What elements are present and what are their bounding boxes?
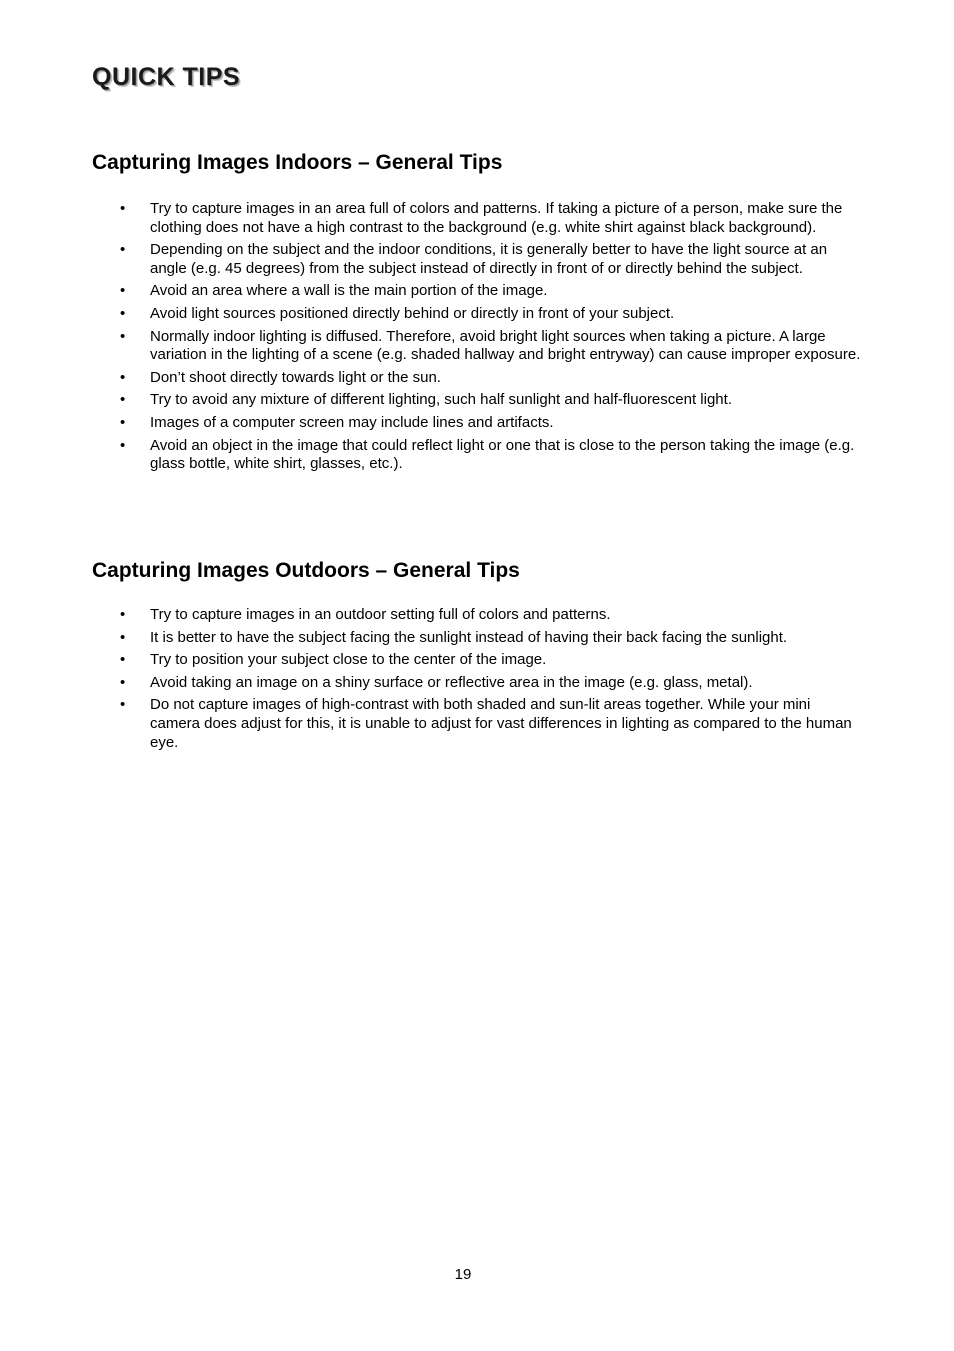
bullet-icon: • xyxy=(120,673,126,691)
tip-text: It is better to have the subject facing the sunlight instead of having their back facing the sunlight. xyxy=(150,628,788,646)
list-item xyxy=(0,282,954,301)
tip-text: Try to position your subject close to the center of the image. xyxy=(150,651,547,669)
list-item xyxy=(0,437,954,474)
tip-text: Depending on the subject and the indoor conditions, it is generally better to have the light source at an angle (e.g. 45 degrees) from the subject instead of directly in front of or directly behind the subject. xyxy=(150,241,828,277)
tip-text: Avoid an area where a wall is the main portion of the image. xyxy=(150,282,548,300)
outdoor-tips-list xyxy=(0,606,954,756)
list-item xyxy=(0,674,954,693)
bullet-icon: • xyxy=(120,696,126,714)
bullet-icon: • xyxy=(120,628,126,646)
tip-text: Avoid taking an image on a shiny surface or reflective area in the image (e.g. glass, metal). xyxy=(150,673,753,691)
tip-text: Try to capture images in an outdoor setting full of colors and patterns. xyxy=(150,606,611,623)
list-item xyxy=(0,241,954,278)
list-item xyxy=(0,606,954,625)
section-heading-outdoors: Capturing Images Outdoors – General Tips xyxy=(92,559,520,582)
tip-text: Avoid an object in the image that could reflect light or one that is close to the person taking the image (e.g. glass bottle, white shirt, glasses, etc.). xyxy=(150,436,855,473)
bullet-icon: • xyxy=(120,413,126,431)
tip-text: Normally indoor lighting is diffused. Therefore, avoid bright light sources when taking a picture. A large variation in the lighting of a scene (e.g. shaded hallway and bright entryway) can cause improper exposure. xyxy=(150,327,861,364)
page-number: 19 xyxy=(454,1266,472,1283)
list-item xyxy=(0,651,954,670)
list-item xyxy=(0,328,954,365)
bullet-icon: • xyxy=(120,651,126,669)
list-item xyxy=(0,696,954,752)
bullet-icon: • xyxy=(120,368,126,386)
bullet-icon: • xyxy=(120,327,126,345)
tip-text: Don’t shoot directly towards light or the sun. xyxy=(150,368,441,386)
list-item xyxy=(0,305,954,324)
tip-text: Try to avoid any mixture of different lighting, such half sunlight and half-fluorescent light. xyxy=(150,391,732,409)
bullet-icon: • xyxy=(120,391,126,409)
bullet-icon: • xyxy=(120,436,126,454)
list-item xyxy=(0,369,954,388)
bullet-icon: • xyxy=(120,304,126,322)
tip-text: Do not capture images of high-contrast with both shaded and sun-lit areas together. While your mini camera does adjust for this, it is unable to adjust for vast differences in lighting as compared to the human eye. xyxy=(150,696,852,751)
bullet-icon: • xyxy=(120,606,126,623)
bullet-icon: • xyxy=(120,200,126,217)
list-item xyxy=(0,629,954,648)
list-item xyxy=(0,414,954,433)
bullet-icon: • xyxy=(120,282,126,300)
list-item xyxy=(0,391,954,410)
tip-text: Try to capture images in an area full of colors and patterns. If taking a picture of a person, make sure the clothing does not have a high contrast to the background (e.g. white shirt against black background). xyxy=(150,200,843,236)
indoor-tips-list xyxy=(0,200,954,478)
section-heading-indoors: Capturing Images Indoors – General Tips xyxy=(92,151,503,174)
tip-text: Avoid light sources positioned directly behind or directly in front of your subject. xyxy=(150,304,675,322)
bullet-icon: • xyxy=(120,241,126,259)
tip-text: Images of a computer screen may include lines and artifacts. xyxy=(150,413,554,431)
page-title: QUICK TIPS xyxy=(92,63,241,91)
list-item xyxy=(0,200,954,237)
